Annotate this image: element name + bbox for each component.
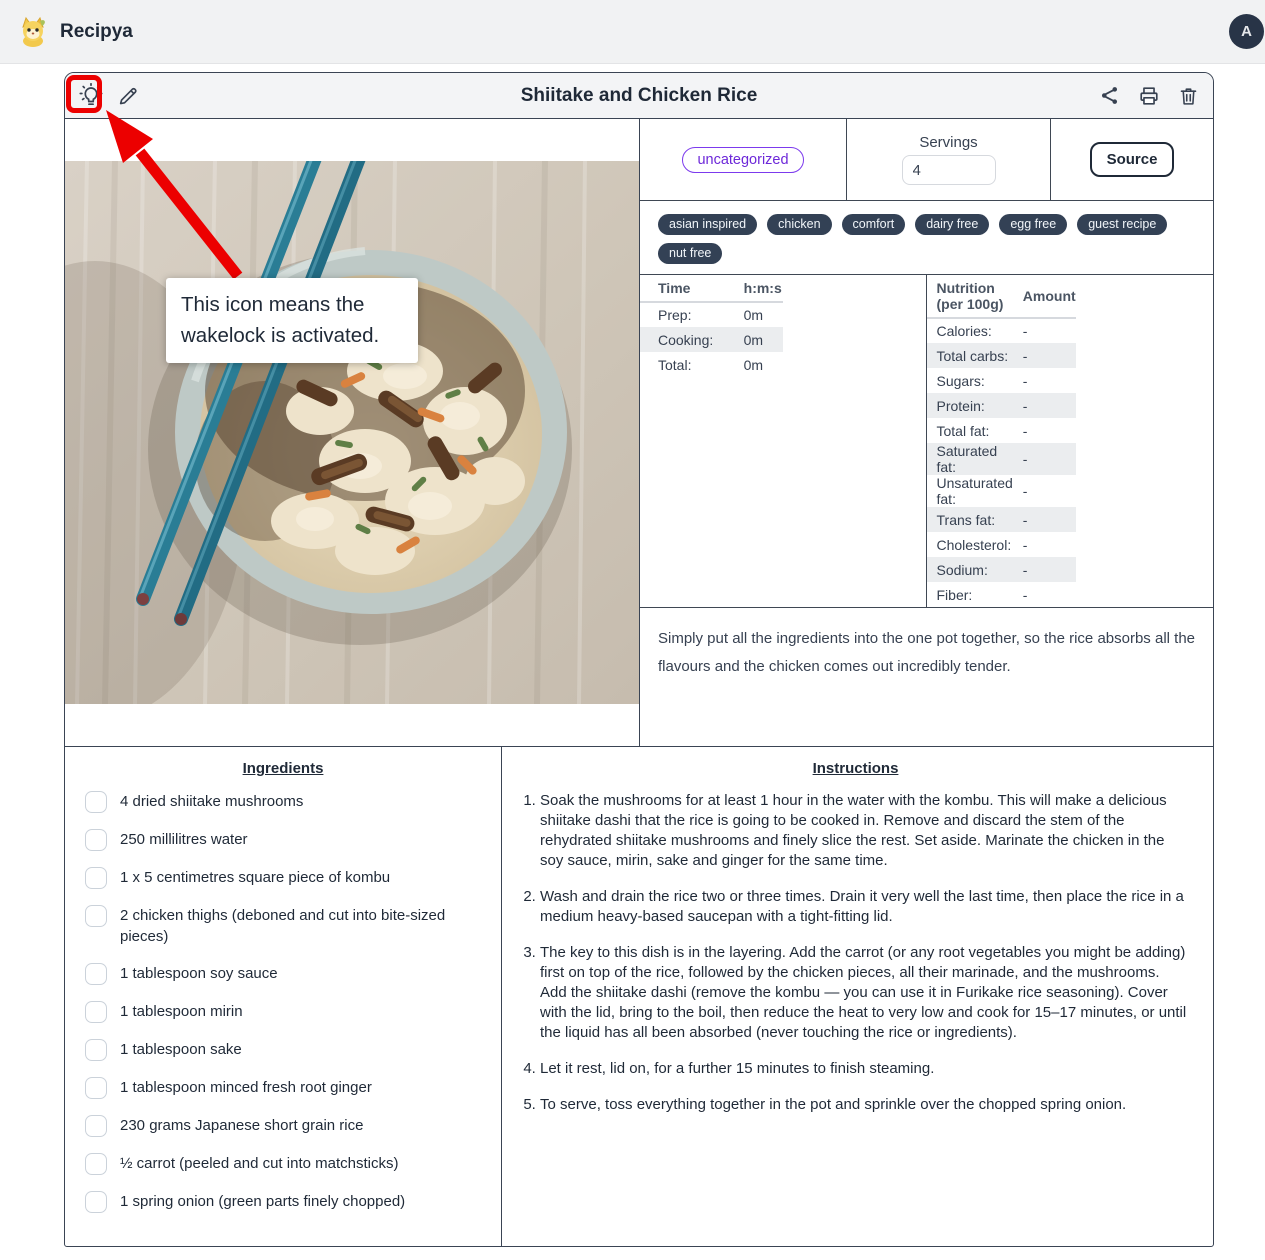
annotation-text: This icon means the wakelock is activated. [166,278,418,363]
nutrition-label: Fiber: [936,586,973,603]
titlebar-left-actions [77,81,141,111]
instruction-step: 3. The key to this dish is in the layering. Add the carrot (or any root vegetables you might be adding) first on top of the rice, followed by the chicken pieces, all their marinade, and the mushrooms. Add the shiitake dashi (remove the kombu — you can use it in Furikake rice seasoning). Cover with the lid, bring to the boil, then reduce the heat to very low and cook for 15–17 minutes, or until the liquid has all been absorbed (never touching the rice or ingredients). [540,943,1189,1043]
share-icon [1099,85,1120,106]
ingredient-item [85,1153,481,1175]
nutrition-label-row [927,443,1076,475]
nutrition-label-row [927,418,1076,443]
nutrition-label-row [927,368,1076,393]
time-value: 0m [743,331,764,348]
ingredient-label: ½ carrot (peeled and cut into matchsticks) [120,1155,399,1172]
nutrition-value: - [1022,347,1028,364]
time-header: Time [640,275,726,302]
ingredient-checkbox[interactable] [85,905,107,927]
time-label: Total: [658,356,692,373]
print-button[interactable] [1136,83,1162,109]
ingredient-checkbox[interactable] [85,791,107,813]
keyword-tag: egg free [999,214,1067,235]
nutrition-label-row [927,393,1076,418]
amount-header: Amount [1013,275,1076,318]
ingredient-label: 1 x 5 centimetres square piece of kombu [120,869,391,886]
nutrition-label: Saturated fat: [936,443,998,475]
nutrition-label: Protein: [936,397,985,414]
nutrition-label: Cholesterol: [936,536,1012,553]
meta-row [640,119,1213,201]
trash-icon [1178,85,1199,107]
time-value: 0m [743,356,764,373]
card-main [65,119,1213,746]
time-table [640,275,927,607]
recipe-card [64,72,1214,1247]
ingredient-checkbox[interactable] [85,963,107,985]
time-label-row [640,327,783,352]
time-header-row [640,275,783,302]
time-unit-header: h:m:s [726,275,783,302]
recipe-title: Shiitake and Chicken Rice [520,84,758,106]
ingredient-checkbox[interactable] [85,867,107,889]
servings-label: Servings [919,134,978,151]
ingredient-checkbox[interactable] [85,1077,107,1099]
ingredient-label: 1 tablespoon soy sauce [120,965,278,982]
card-bottom [65,746,1213,1246]
nutrition-label-row [927,343,1076,368]
time-label-row [640,352,783,377]
servings-input[interactable] [902,155,996,185]
ingredient-item [85,1191,481,1213]
recipe-photo [65,161,639,704]
nutrition-label: Sodium: [936,561,988,578]
ingredient-checkbox[interactable] [85,829,107,851]
nutrition-value: - [1022,323,1028,339]
instruction-list [518,791,1193,1115]
instruction-step: 1. Soak the mushrooms for at least 1 hour in the water with the kombu. This will make a delicious shiitake dashi that the rice is going to be cooked in. Remove and discard the stem of the rehydrated shiitake mushrooms and finely slice the rest. Set aside. Marinate the chicken in the soy sauce, mirin, sake and ginger for the same time. [540,791,1189,871]
nutrition-label-row [927,557,1076,582]
ingredients-section [65,747,502,1246]
ingredients-heading: Ingredients [242,760,324,777]
nutrition-value: - [1022,511,1028,528]
ingredient-label: 1 tablespoon sake [120,1041,242,1058]
instruction-step: 2. Wash and drain the rice two or three times. Drain it very well the last time, then place the rice in a medium heavy-based saucepan with a tight-fitting lid. [540,887,1189,927]
ingredient-label: 230 grams Japanese short grain rice [120,1117,364,1134]
ingredient-label: 1 tablespoon minced fresh root ginger [120,1079,372,1096]
nutrition-label: Sugars: [936,372,985,389]
source-cell [1051,119,1213,200]
keyword-tag: guest recipe [1077,214,1167,235]
nutrition-label-row [927,507,1076,532]
nutrition-value: - [1022,586,1028,603]
logo-wrap [16,15,133,49]
nutrition-label-row [927,532,1076,557]
keyword-tag: dairy free [915,214,989,235]
nutrition-label: Calories: [936,323,992,339]
photo-column [65,119,639,746]
ingredient-item [85,905,481,947]
ingredient-list [85,791,481,1213]
ingredient-checkbox[interactable] [85,1153,107,1175]
nutrition-value: - [1022,561,1028,578]
ingredient-item [85,1077,481,1099]
time-value: 0m [743,307,764,323]
ingredient-label: 4 dried shiitake mushrooms [120,793,304,810]
nutrition-label-row [927,582,1076,607]
nutrition-value: - [1022,536,1028,553]
app-title: Recipya [60,20,133,42]
nutrition-label: Total carbs: [936,347,1009,364]
recipe-description: Simply put all the ingredients into the one pot together, so the rice absorbs all the flavours and the chicken comes out incredibly tender. [658,630,1195,675]
nutrition-header: Nutrition (per 100g) [927,275,1013,318]
titlebar-right-actions [1097,83,1201,109]
wakelock-button[interactable] [77,81,105,111]
keyword-tag: nut free [658,243,722,264]
ingredient-item [85,1115,481,1137]
recipe-titlebar [65,73,1213,119]
ingredient-item [85,963,481,985]
ingredient-label: 1 tablespoon mirin [120,1003,243,1020]
source-button[interactable]: Source [1090,142,1175,177]
keyword-tag: asian inspired [658,214,757,235]
nutrition-table [927,275,1214,607]
pencil-icon [117,85,139,107]
nutrition-value: - [1022,422,1028,439]
ingredient-item [85,791,481,813]
nutrition-value: - [1022,483,1028,499]
keyword-tag: comfort [842,214,906,235]
keyword-tag: chicken [767,214,831,235]
time-label: Cooking: [658,331,714,348]
nutrition-label: Unsaturated fat: [936,475,1013,507]
lightbulb-wakelock-icon [79,83,103,109]
ingredient-item [85,1001,481,1023]
nutrition-label: Total fat: [936,422,990,439]
share-button[interactable] [1097,83,1122,108]
nutrition-label: Trans fat: [936,511,996,528]
time-label-row [640,302,783,327]
ingredient-label: 1 spring onion (green parts finely chopped) [120,1193,406,1210]
tables-row [640,275,1213,608]
details-column [639,119,1213,746]
instruction-step: 4. Let it rest, lid on, for a further 15 minutes to finish steaming. [540,1059,1189,1079]
category-cell [640,119,847,200]
tags-row [640,201,1213,275]
ingredient-item [85,1039,481,1061]
recipya-logo-icon [16,15,50,49]
nutrition-value: - [1022,372,1028,389]
ingredient-label: 250 millilitres water [120,831,248,848]
category-badge: uncategorized [682,147,803,173]
nutrition-label-row [927,318,1076,343]
ingredient-checkbox[interactable] [85,1115,107,1137]
instructions-section [502,747,1213,1246]
ingredient-label: 2 chicken thighs (deboned and cut into bite-sized pieces) [120,907,446,945]
edit-recipe-button[interactable] [115,83,141,109]
instruction-step: 5. To serve, toss everything together in the pot and sprinkle over the chopped spring onion. [540,1095,1189,1115]
time-label: Prep: [658,307,692,323]
nutrition-label-row [927,475,1076,507]
ingredient-checkbox[interactable] [85,1191,107,1213]
nutrition-value: - [1022,397,1028,414]
instructions-heading: Instructions [812,760,899,777]
ingredient-checkbox[interactable] [85,1039,107,1061]
print-icon [1138,85,1160,107]
app-header [0,0,1265,64]
nutrition-value: - [1022,451,1028,467]
ingredient-item [85,867,481,889]
ingredient-item [85,829,481,851]
delete-button[interactable] [1176,83,1201,109]
user-avatar[interactable]: A [1229,14,1264,49]
servings-cell [847,119,1051,200]
nutrition-header-row [927,275,1076,318]
ingredient-checkbox[interactable] [85,1001,107,1023]
